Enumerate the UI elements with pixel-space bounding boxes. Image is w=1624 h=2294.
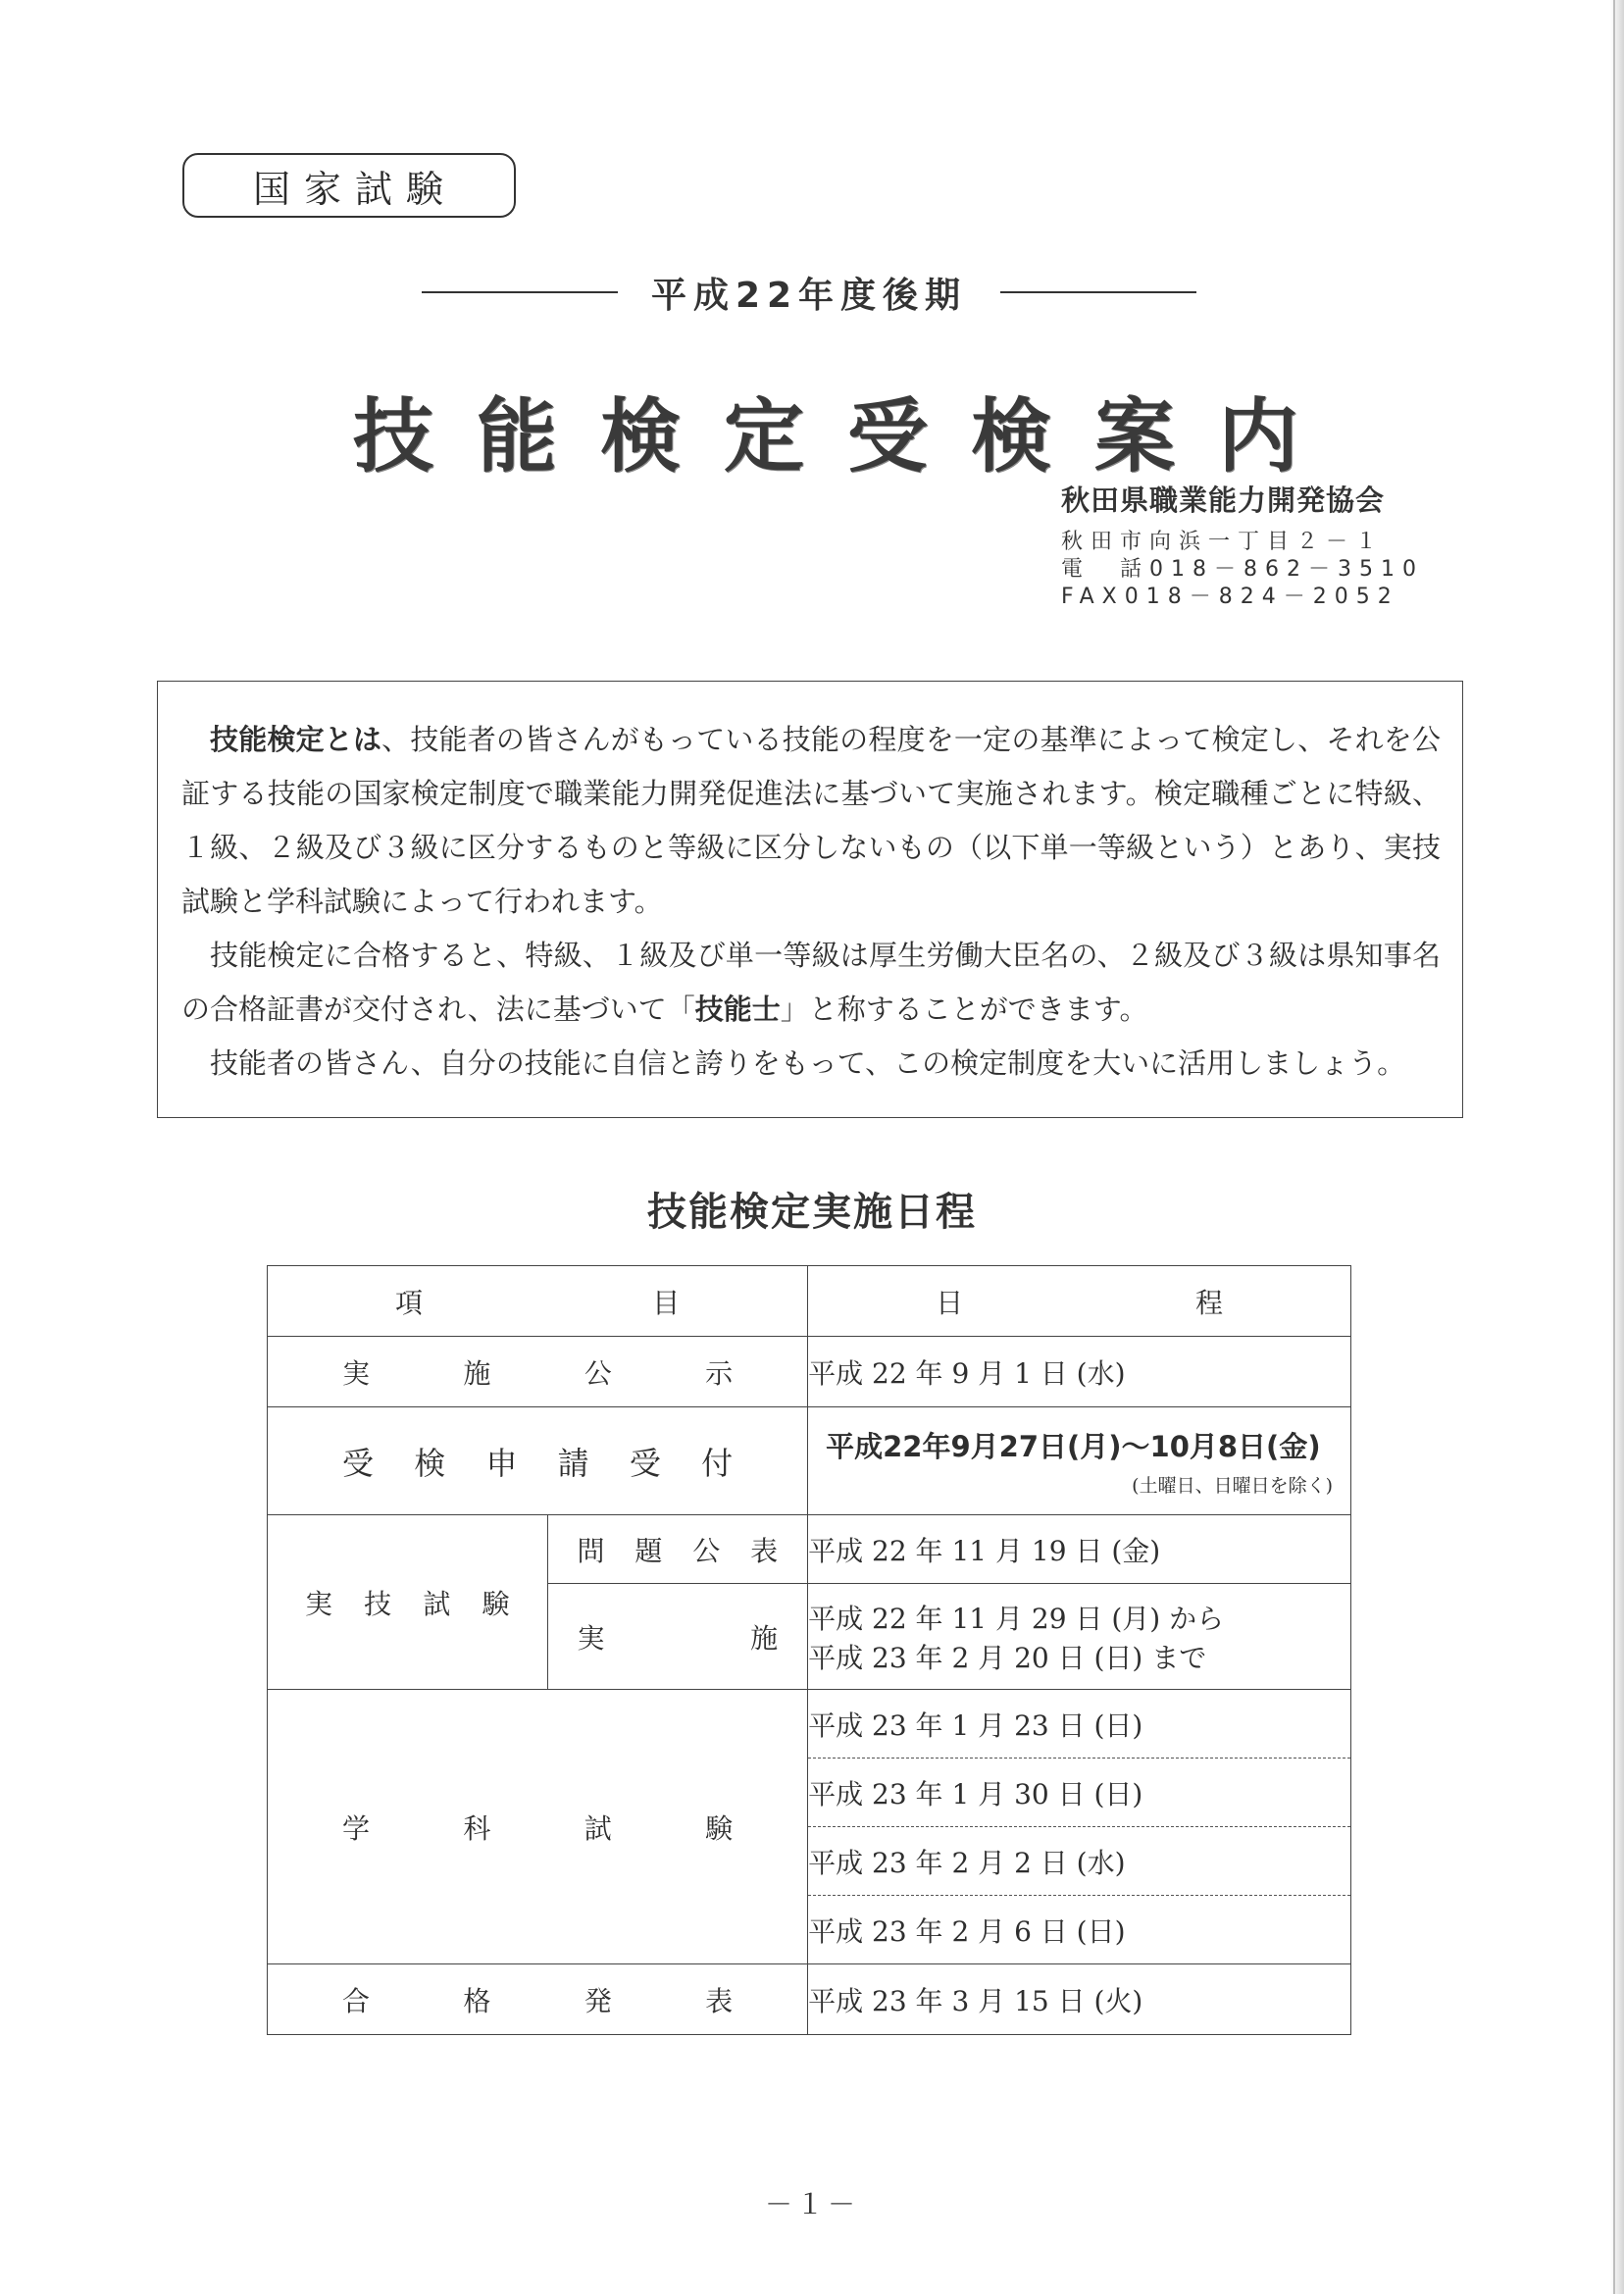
row-label-practical-exam: 実 技 試 験	[268, 1515, 548, 1690]
date-practical-conduct: 平成 22 年 11 月 29 日 (月) から 平成 23 年 2 月 20 日 (日) まで	[808, 1584, 1351, 1690]
intro-paragraph-2: 技能検定に合格すると、特級、１級及び単一等級は厚生労働大臣名の、２級及び３級は県知事名の合格証書が交付され、法に基づいて「技能士」と称することができます。	[181, 939, 1441, 1026]
table-header-row	[268, 1266, 1351, 1337]
row-label-announcement: 実 施 公 示	[268, 1337, 808, 1407]
date-written-exam-4: 平成 23 年 2 月 6 日 (日)	[808, 1896, 1351, 1964]
schedule-table	[267, 1265, 1351, 2035]
subtitle-left-rule	[422, 291, 618, 293]
row-label-written-exam: 学 科 試 験	[268, 1690, 808, 1964]
page-title: 技能検定受検案内	[353, 390, 1343, 484]
intro-box	[157, 681, 1463, 1118]
intro-paragraph-1: 技能検定とは、技能者の皆さんがもっている技能の程度を一定の基準によって検定し、それを公証する技能の国家検定制度で職業能力開発促進法に基づいて実施されます。検定職種ごとに特級、１級、２級及び３級に区分するものと等級に区分しないもの（以下単一等級という）とあり、実技試験と学科試験によって行われます。	[181, 723, 1441, 918]
table-row	[268, 1337, 1351, 1407]
header-item: 項 目	[268, 1266, 808, 1337]
subtitle: 平成22年度後期	[650, 275, 968, 316]
intro-term: 技能検定とは	[210, 723, 382, 756]
row-label-problem-publication: 問 題 公 表	[547, 1515, 808, 1584]
organization-phone: 電 話018－862－3510	[1061, 557, 1424, 582]
intro-skilled-worker: 技能士	[694, 993, 781, 1026]
table-row	[268, 1407, 1351, 1515]
national-exam-badge: 国家試験	[182, 153, 516, 218]
scan-line	[1613, 0, 1615, 2294]
date-announcement: 平成 22 年 9 月 1 日 (水)	[808, 1337, 1351, 1407]
row-label-application: 受 検 申 請 受 付	[268, 1407, 808, 1515]
subtitle-row	[387, 265, 1231, 320]
date-problem-publication: 平成 22 年 11 月 19 日 (金)	[808, 1515, 1351, 1584]
row-label-practical-conduct: 実 施	[547, 1584, 808, 1690]
schedule-title: 技能検定実施日程	[647, 1190, 977, 1235]
table-row	[268, 1690, 1351, 1759]
date-application	[808, 1407, 1351, 1515]
table-row	[268, 1964, 1351, 2035]
intro-paragraph-3: 技能者の皆さん、自分の技能に自信と誇りをもって、この検定制度を大いに活用しましょう。	[210, 1046, 1406, 1080]
page-number: －１－	[764, 2188, 859, 2220]
organization-info	[1061, 479, 1453, 611]
subtitle-right-rule	[1000, 291, 1196, 293]
application-period: 平成22年9月27日(月)～10月8日(金)	[826, 1429, 1321, 1463]
date-written-exam-3: 平成 23 年 2 月 2 日 (水)	[808, 1827, 1351, 1896]
row-label-result-announcement: 合 格 発 表	[268, 1964, 808, 2035]
organization-address: 秋田市向浜一丁目２－１	[1061, 530, 1386, 554]
date-written-exam-1: 平成 23 年 1 月 23 日 (日)	[808, 1690, 1351, 1759]
table-row	[268, 1515, 1351, 1584]
date-written-exam-2: 平成 23 年 1 月 30 日 (日)	[808, 1759, 1351, 1827]
date-result-announcement: 平成 23 年 3 月 15 日 (火)	[808, 1964, 1351, 2035]
organization-name: 秋田県職業能力開発協会	[1061, 484, 1386, 517]
organization-fax: FAX018－824－2052	[1061, 585, 1399, 609]
application-note: (土曜日、日曜日を除く)	[1132, 1474, 1333, 1497]
header-date: 日 程	[808, 1266, 1351, 1337]
